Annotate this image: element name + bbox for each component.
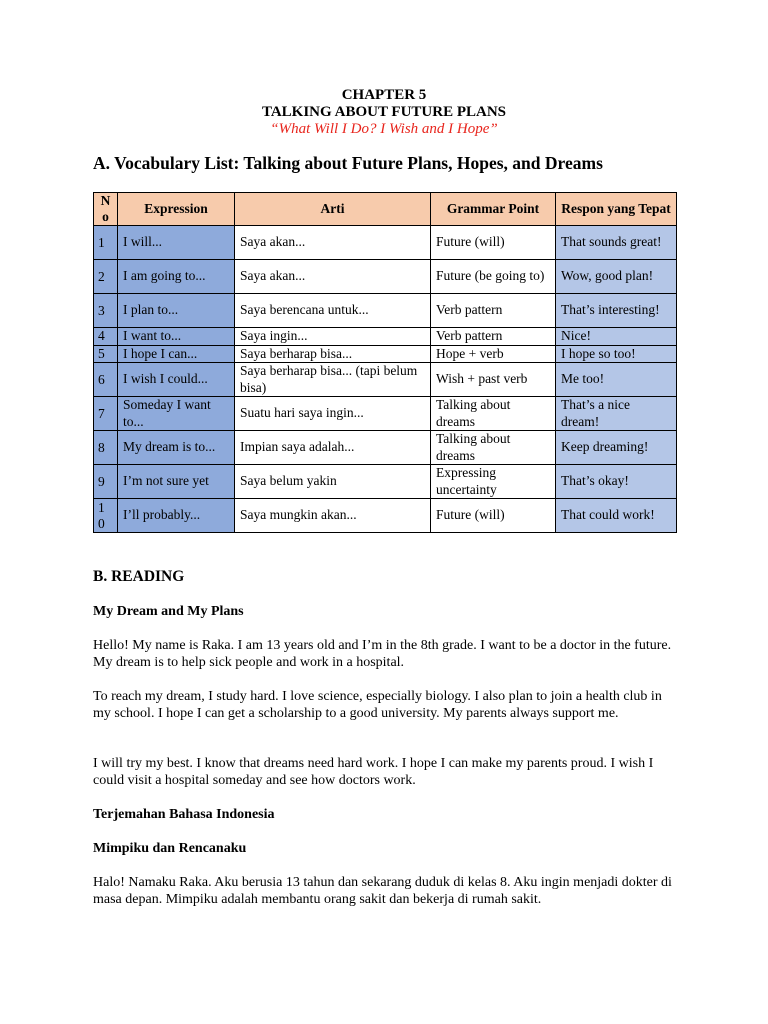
col-header-arti: Arti — [235, 193, 431, 226]
cell-no — [94, 397, 118, 431]
cell-no — [94, 294, 118, 328]
col-header-grammar: Grammar Point — [431, 193, 556, 226]
cell-no — [94, 465, 118, 499]
cell-expression: I wish I could... — [118, 363, 235, 397]
cell-no — [94, 260, 118, 294]
cell-arti: Saya berharap bisa... (tapi belum bisa) — [235, 363, 431, 397]
cell-grammar: Talking about dreams — [431, 431, 556, 465]
cell-grammar: Hope + verb — [431, 345, 556, 363]
table-row — [94, 226, 677, 260]
cell-respon: That’s a nice dream! — [556, 397, 677, 431]
cell-no-label: 5 — [98, 345, 105, 361]
cell-no — [94, 328, 118, 346]
vocabulary-table — [93, 192, 677, 533]
cell-respon: Wow, good plan! — [556, 260, 677, 294]
cell-arti: Saya belum yakin — [235, 465, 431, 499]
cell-expression: I’ll probably... — [118, 499, 235, 533]
reading-paragraph-1: Hello! My name is Raka. I am 13 years old and I’m in the 8th grade. I want to be a doctor in the future. My dream is to help sick people and work in a hospital. — [93, 638, 672, 670]
table-row — [94, 499, 677, 533]
cell-no-label: 4 — [98, 328, 105, 344]
table-row — [94, 260, 677, 294]
cell-respon: Me too! — [556, 363, 677, 397]
table-row — [94, 328, 677, 346]
cell-expression: I am going to... — [118, 260, 235, 294]
cell-expression: I will... — [118, 226, 235, 260]
cell-no-label: 6 — [98, 371, 105, 387]
cell-no-label: 8 — [98, 439, 105, 455]
col-header-no — [94, 193, 118, 226]
section-b-heading: B. READING — [93, 568, 185, 585]
cell-expression: I want to... — [118, 328, 235, 346]
section-a-heading: A. Vocabulary List: Talking about Future Plans, Hopes, and Dreams — [93, 153, 603, 173]
cell-respon: I hope so too! — [556, 345, 677, 363]
cell-no — [94, 345, 118, 363]
cell-arti: Saya berencana untuk... — [235, 294, 431, 328]
cell-respon: That could work! — [556, 499, 677, 533]
cell-grammar: Talking about dreams — [431, 397, 556, 431]
table-row — [94, 294, 677, 328]
reading-title: My Dream and My Plans — [93, 604, 244, 619]
table-row — [94, 431, 677, 465]
cell-no — [94, 363, 118, 397]
cell-respon: Keep dreaming! — [556, 431, 677, 465]
cell-expression: I’m not sure yet — [118, 465, 235, 499]
cell-grammar: Future (be going to) — [431, 260, 556, 294]
chapter-number: CHAPTER 5 — [341, 87, 427, 103]
table-header-row — [94, 193, 677, 226]
reading-paragraph-3: I will try my best. I know that dreams need hard work. I hope I can make my parents proud. I wish I could visit a hospital someday and see how doctors work. — [93, 756, 654, 788]
cell-no-label: 2 — [98, 268, 105, 284]
cell-expression: My dream is to... — [118, 431, 235, 465]
cell-no-label: 1 — [98, 234, 105, 250]
col-header-respon: Respon yang Tepat — [556, 193, 677, 226]
cell-no-label: 10 — [98, 499, 105, 531]
cell-arti: Saya akan... — [235, 260, 431, 294]
table-row — [94, 345, 677, 363]
cell-grammar: Future (will) — [431, 226, 556, 260]
cell-arti: Saya berharap bisa... — [235, 345, 431, 363]
cell-grammar: Wish + past verb — [431, 363, 556, 397]
table-row — [94, 465, 677, 499]
chapter-subtitle: “What Will I Do? I Wish and I Hope” — [270, 121, 498, 137]
cell-respon: That’s okay! — [556, 465, 677, 499]
cell-arti: Saya mungkin akan... — [235, 499, 431, 533]
cell-arti: Saya ingin... — [235, 328, 431, 346]
table-row — [94, 397, 677, 431]
cell-grammar: Verb pattern — [431, 294, 556, 328]
cell-grammar: Future (will) — [431, 499, 556, 533]
cell-grammar: Expressing uncertainty — [431, 465, 556, 499]
cell-no-label: 3 — [98, 302, 105, 318]
cell-respon: That’s interesting! — [556, 294, 677, 328]
chapter-title: TALKING ABOUT FUTURE PLANS — [261, 104, 507, 120]
cell-expression: I plan to... — [118, 294, 235, 328]
table-row — [94, 363, 677, 397]
cell-arti: Saya akan... — [235, 226, 431, 260]
cell-no — [94, 499, 118, 533]
translation-title: Mimpiku dan Rencanaku — [93, 841, 247, 856]
cell-respon: That sounds great! — [556, 226, 677, 260]
cell-grammar: Verb pattern — [431, 328, 556, 346]
reading-paragraph-2: To reach my dream, I study hard. I love science, especially biology. I also plan to join a health club in my school. I hope I can get a scholarship to a good university. My parents always support me. — [93, 689, 662, 721]
cell-no-label: 9 — [98, 473, 105, 489]
cell-arti: Suatu hari saya ingin... — [235, 397, 431, 431]
cell-respon: Nice! — [556, 328, 677, 346]
cell-no-label: 7 — [98, 405, 105, 421]
translation-paragraph-1: Halo! Namaku Raka. Aku berusia 13 tahun dan sekarang duduk di kelas 8. Aku ingin menjadi dokter di masa depan. Mimpiku adalah membantu orang sakit dan bekerja di rumah sakit. — [93, 875, 672, 907]
cell-arti: Impian saya adalah... — [235, 431, 431, 465]
col-header-expression: Expression — [118, 193, 235, 226]
cell-expression: I hope I can... — [118, 345, 235, 363]
cell-expression: Someday I want to... — [118, 397, 235, 431]
translation-heading: Terjemahan Bahasa Indonesia — [93, 807, 275, 822]
cell-no — [94, 226, 118, 260]
cell-no — [94, 431, 118, 465]
col-header-no-label: No — [100, 193, 111, 224]
